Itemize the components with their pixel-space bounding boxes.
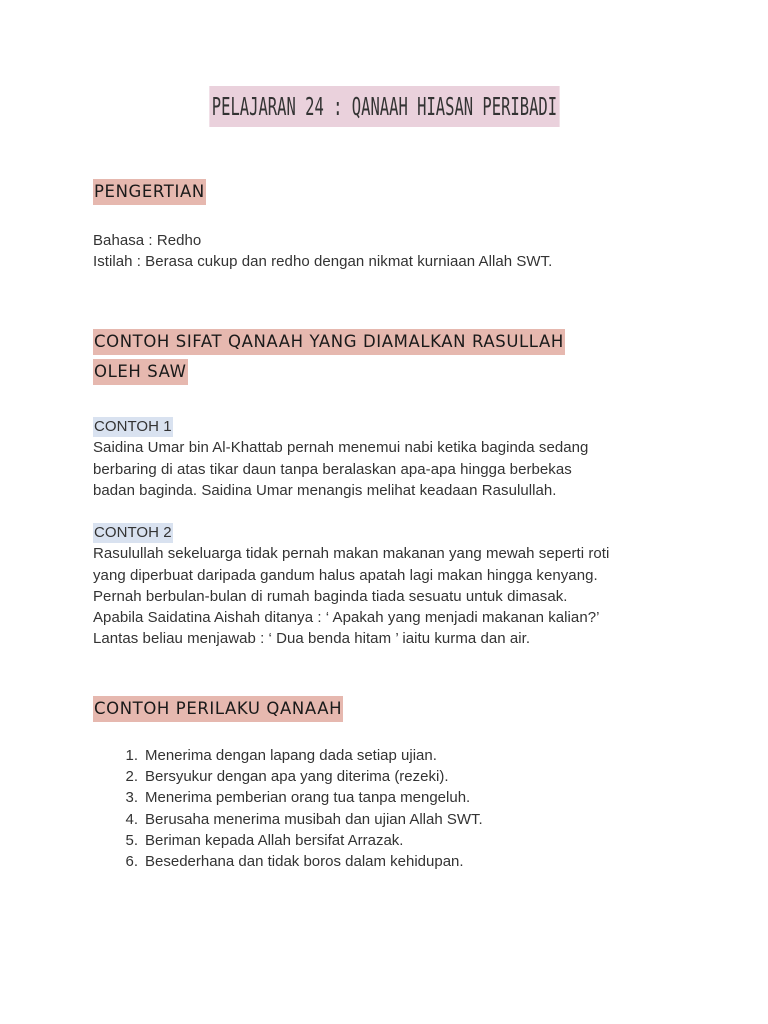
heading-contoh-perilaku bbox=[93, 694, 343, 724]
heading-pengertian-text: PENGERTIAN bbox=[93, 179, 206, 205]
contoh1-line: berbaring di atas tikar daun tanpa beralaskan apa-apa hingga berbekas bbox=[93, 460, 572, 478]
contoh2-line: Apabila Saidatina Aishah ditanya : ‘ Apakah yang menjadi makanan kalian?’ bbox=[93, 609, 600, 627]
list-item bbox=[93, 745, 483, 766]
contoh2-line: yang diperbuat daripada gandum halus apatah lagi makan hingga kenyang. bbox=[93, 566, 598, 584]
list-item-number: 6. bbox=[125, 853, 138, 871]
contoh2-line: Rasulullah sekeluarga tidak pernah makan makanan yang mewah seperti roti bbox=[93, 545, 610, 563]
heading-contoh-sifat bbox=[93, 327, 565, 387]
page-title: PELAJARAN 24 : QANAAH HIASAN PERIBADI bbox=[209, 86, 559, 127]
pengertian-paragraph bbox=[93, 230, 693, 273]
contoh1-label: CONTOH 1 bbox=[94, 418, 172, 435]
list-item-text: Menerima pemberian orang tua tanpa mengeluh. bbox=[145, 789, 471, 807]
heading-pengertian bbox=[93, 177, 206, 207]
list-item-number: 1. bbox=[125, 747, 138, 764]
list-item-text: Beriman kepada Allah bersifat Arrazak. bbox=[145, 831, 404, 849]
list-item bbox=[93, 787, 483, 808]
list-item-text: Berusaha menerima musibah dan ujian Allah SWT. bbox=[145, 810, 483, 828]
contoh2-line: Lantas beliau menjawab : ‘ Dua benda hitam ’ iaitu kurma dan air. bbox=[93, 630, 531, 648]
heading-contoh-sifat-line2: OLEH SAW bbox=[93, 359, 188, 385]
pengertian-bahasa: Bahasa : Redho bbox=[93, 232, 202, 249]
list-item bbox=[93, 809, 483, 830]
list-item-number: 5. bbox=[125, 831, 138, 849]
contoh1-line: badan baginda. Saidina Umar menangis melihat keadaan Rasulullah. bbox=[93, 481, 557, 499]
list-item-number: 2. bbox=[125, 768, 138, 786]
list-item-text: Besederhana dan tidak boros dalam kehidupan. bbox=[145, 853, 464, 871]
list-item-text: Menerima dengan lapang dada setiap ujian. bbox=[145, 747, 437, 764]
contoh1-paragraph bbox=[93, 416, 693, 501]
contoh2-label: CONTOH 2 bbox=[94, 524, 172, 541]
list-item bbox=[93, 766, 483, 787]
list-item-text: Bersyukur dengan apa yang diterima (rezeki). bbox=[145, 768, 449, 786]
contoh2-paragraph bbox=[93, 522, 693, 650]
list-item-number: 3. bbox=[125, 789, 138, 807]
contoh1-line: Saidina Umar bin Al-Khattab pernah menemui nabi ketika baginda sedang bbox=[93, 439, 589, 457]
list-item-number: 4. bbox=[125, 810, 138, 828]
perilaku-list bbox=[93, 745, 483, 872]
title-container bbox=[0, 86, 768, 127]
list-item bbox=[93, 830, 483, 851]
pengertian-istilah: Istilah : Berasa cukup dan redho dengan nikmat kurniaan Allah SWT. bbox=[93, 253, 553, 271]
list-item bbox=[93, 851, 483, 872]
heading-contoh-perilaku-text: CONTOH PERILAKU QANAAH bbox=[93, 696, 343, 722]
contoh2-line: Pernah berbulan-bulan di rumah baginda tiada sesuatu untuk dimasak. bbox=[93, 587, 568, 605]
heading-contoh-sifat-line1: CONTOH SIFAT QANAAH YANG DIAMALKAN RASULLAH bbox=[93, 329, 565, 355]
